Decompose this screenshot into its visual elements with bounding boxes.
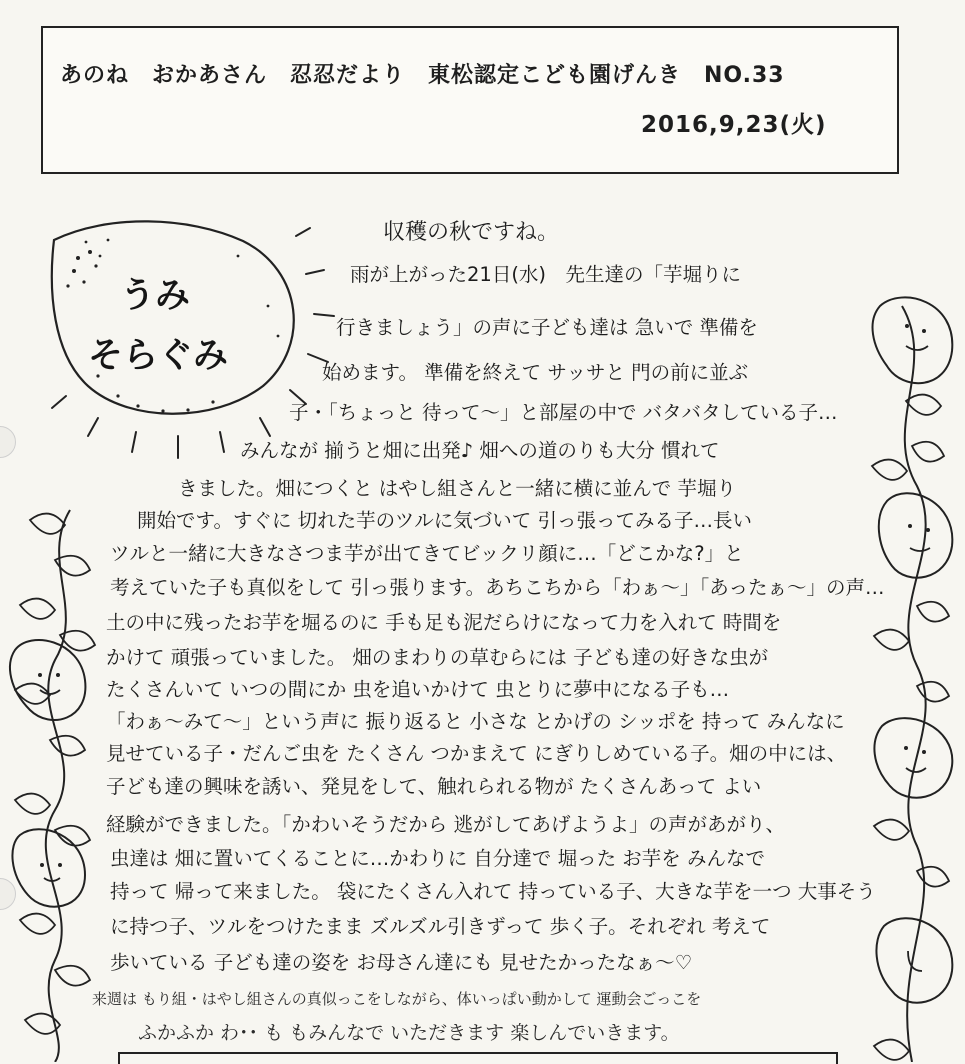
article-line: 持って 帰って来ました。 袋にたくさん入れて 持っている子、大きな芋を一つ 大事そう: [110, 880, 876, 903]
article-footer-line: 来週は もり組・はやし組さんの真似っこをしながら、体いっぱい動かして 運動会ごっこを: [92, 990, 702, 1008]
article-line: 土の中に残ったお芋を堀るのに 手も足も泥だらけになって力を入れて 時間を: [106, 611, 782, 634]
article-line: かけて 頑張っていました。 畑のまわりの草むらには 子ども達の好きな虫が: [106, 646, 769, 669]
article-line: 虫達は 畑に置いてくることに…かわりに 自分達で 堀った お芋を みんなで: [110, 847, 765, 870]
article-line: 雨が上がった21日(水) 先生達の「芋堀りに: [350, 263, 742, 286]
article-line: みんなが 揃うと畑に出発♪ 畑への道のりも大分 慣れて: [240, 439, 720, 462]
article-heading: 収穫の秋ですね。: [383, 220, 560, 245]
article-line: 子ども達の興味を誘い、発見をして、触れられる物が たくさんあって よい: [106, 775, 762, 798]
bottom-box-edge: [118, 1052, 838, 1064]
header-box: [41, 26, 899, 174]
article-line: 歩いている 子ども達の姿を お母さん達にも 見せたかったなぁ〜♡: [110, 951, 693, 974]
article-line: 子・「ちょっと 待って〜」と部屋の中で バタバタしている子…: [289, 401, 838, 424]
article-footer-line: ふかふか わ･･ も もみんなで いただきます 楽しんでいきます。: [138, 1022, 680, 1044]
article-line: きました。畑につくと はやし組さんと一緒に横に並んで 芋堀り: [178, 477, 737, 500]
badge-label-line2: そらぐみ: [88, 335, 229, 376]
article-line: 「わぁ〜みて〜」という声に 振り返ると 小さな とかげの シッポを 持って みんなに: [106, 710, 845, 733]
newsletter-title: あのね おかあさん 忍忍だより 東松認定こども園げんき NO.33: [60, 63, 785, 88]
article-line: 開始です。すぐに 切れた芋のツルに気づいて 引っ張ってみる子…長い: [137, 509, 752, 532]
newsletter-date: 2016,9,23(火): [641, 112, 827, 138]
badge-label-line1: うみ: [120, 275, 191, 316]
article-line: 行きましょう」の声に子ども達は 急いで 準備を: [336, 316, 758, 339]
left-vine-border-illustration: [0, 500, 100, 1062]
article-line: 経験ができました。「かわいそうだから 逃がしてあげようよ」の声があがり、: [106, 813, 785, 836]
article-line: 見せている子・だんご虫を たくさん つかまえて にぎりしめている子。畑の中には、: [106, 742, 847, 765]
article-line: 考えていた子も真似をして 引っ張ります。あちこちから「わぁ〜」「あったぁ〜」の声…: [110, 576, 885, 599]
right-vine-border-illustration: [862, 286, 965, 1062]
article-line: ツルと一緒に大きなさつま芋が出てきてビックリ顔に…「どこかな?」と: [110, 542, 744, 565]
punch-hole: [0, 426, 16, 458]
article-line: たくさんいて いつの間にか 虫を追いかけて 虫とりに夢中になる子も…: [106, 678, 730, 701]
article-line: 始めます。 準備を終えて サッサと 門の前に並ぶ: [322, 361, 749, 384]
article-line: に持つ子、ツルをつけたまま ズルズル引きずって 歩く子。それぞれ 考えて: [110, 915, 771, 938]
